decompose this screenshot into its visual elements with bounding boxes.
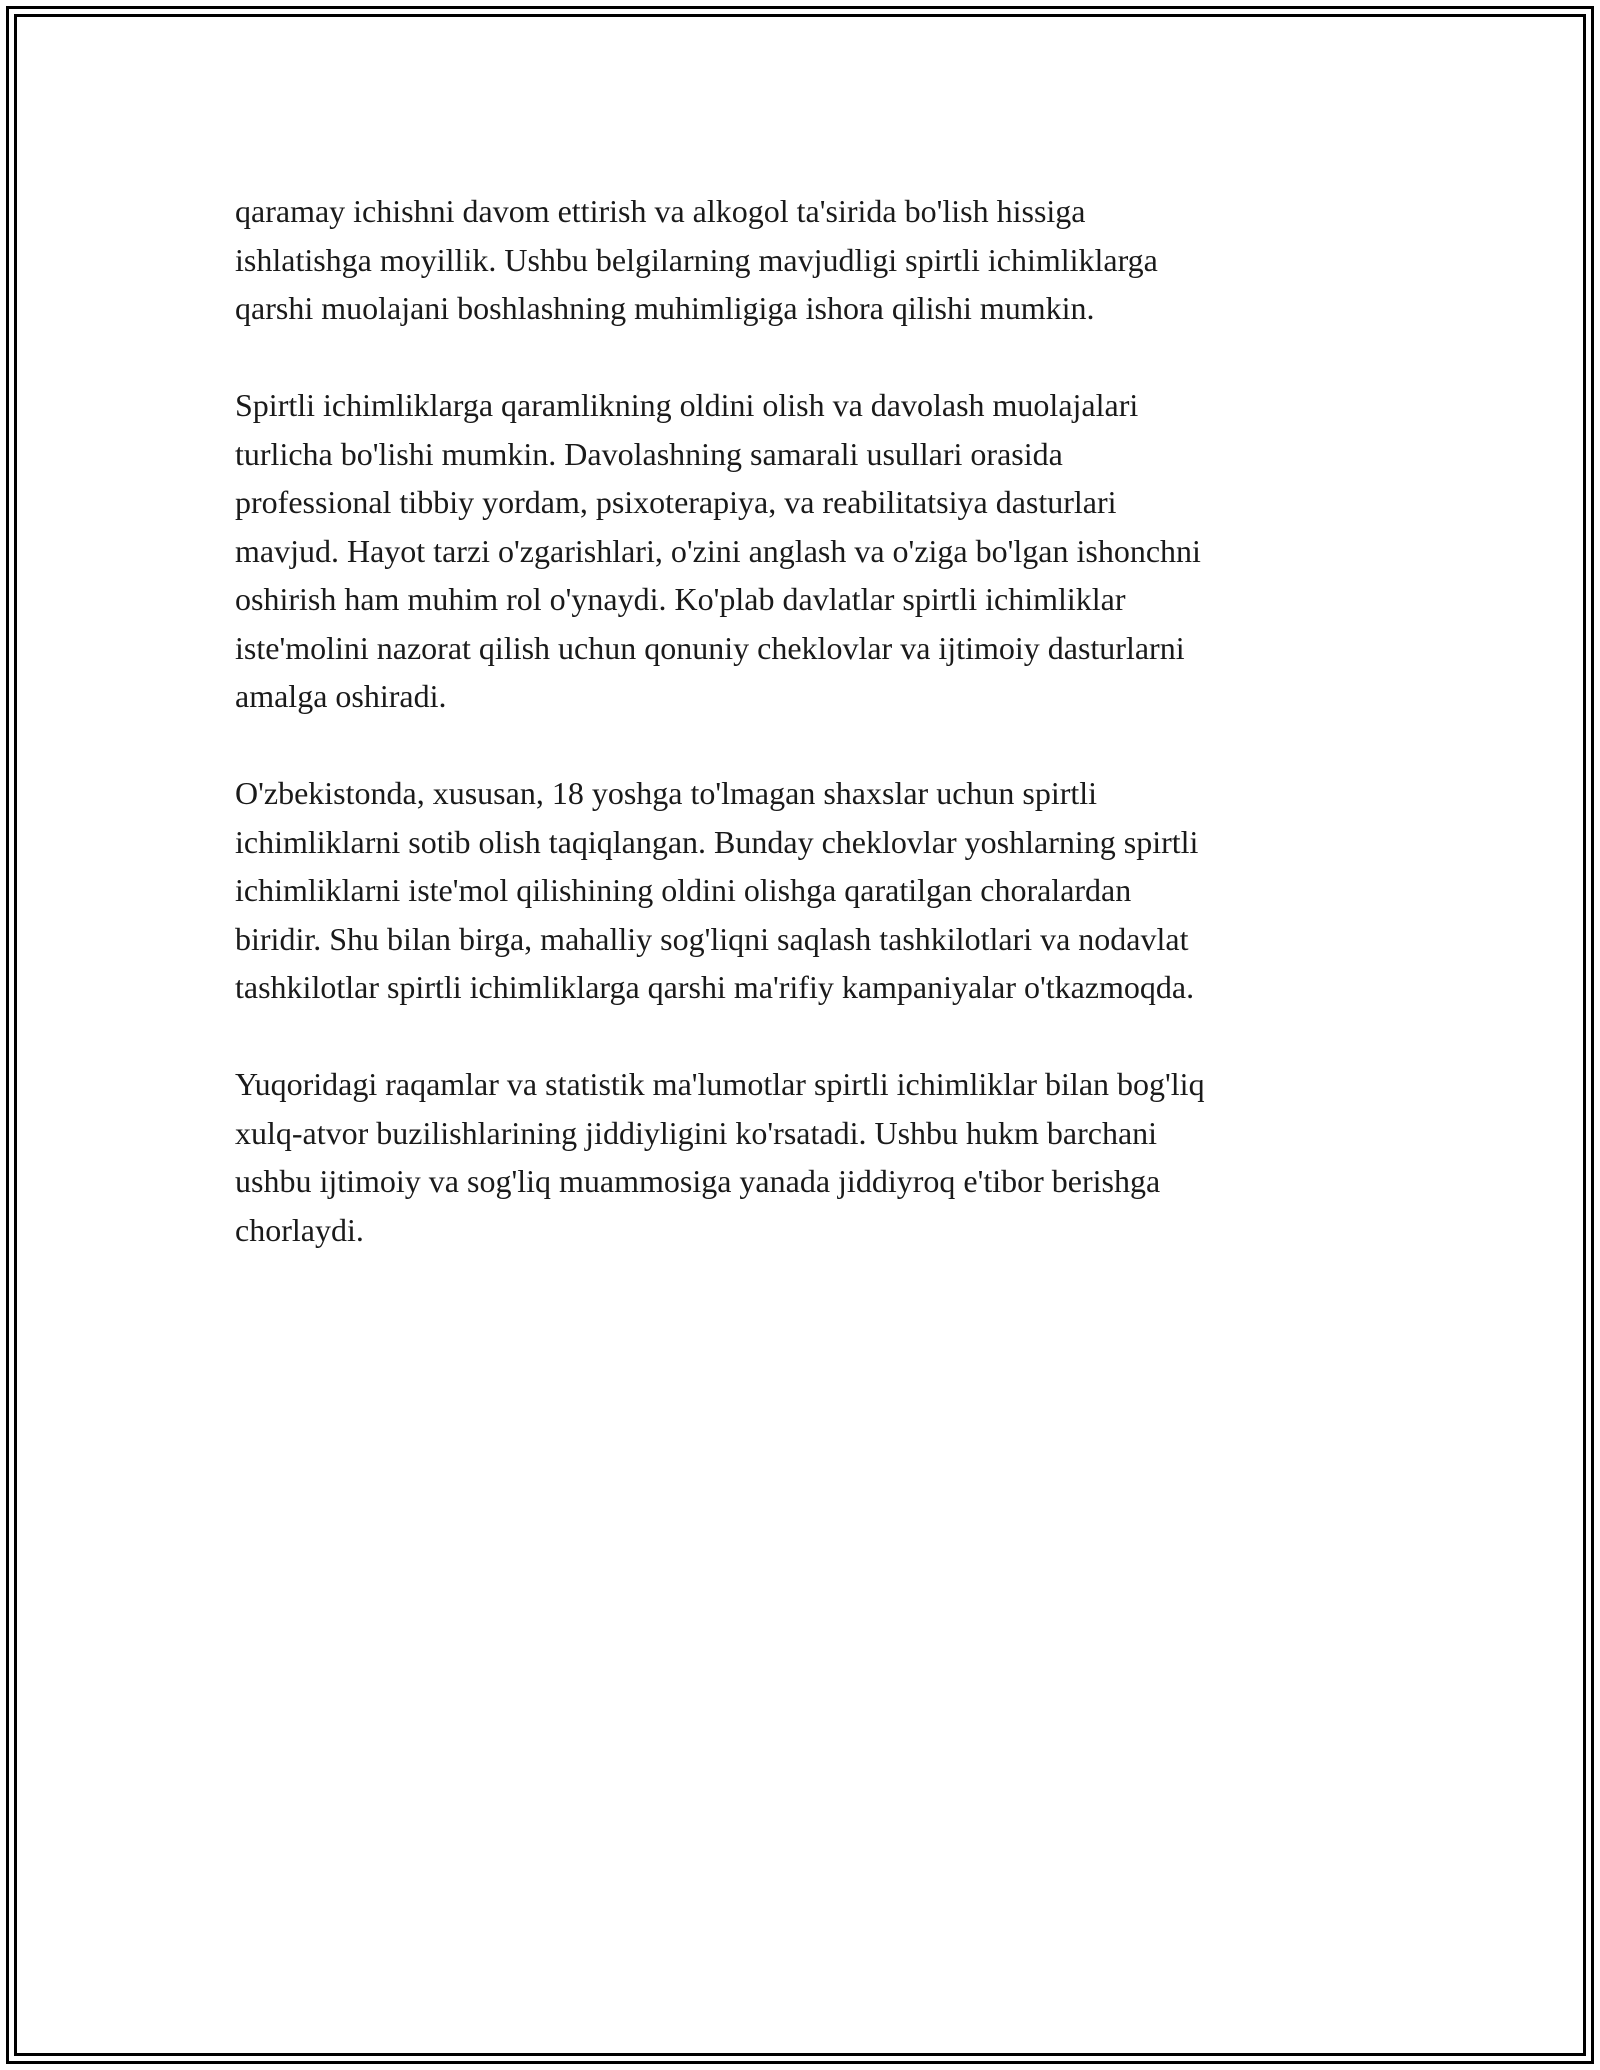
text-line: Spirtli ichimliklarga qaramlikning oldini olish va davolash muolajalari <box>235 387 1139 423</box>
text-line: ichimliklarni sotib olish taqiqlangan. Bunday cheklovlar yoshlarning spirtli <box>235 823 1199 860</box>
text-line: O'zbekistonda, xususan, 18 yoshga to'lmagan shaxslar uchun spirtli <box>235 775 1098 811</box>
text-line: ushbu ijtimoiy va sog'liq muammosiga yanada jiddiyroq e'tibor berishga <box>235 1163 1161 1199</box>
text-line: biridir. Shu bilan birga, mahalliy sog'liqni saqlash tashkilotlari va nodavlat <box>235 920 1189 957</box>
text-line: turlicha bo'lishi mumkin. Davolashning samarali usullari orasida <box>235 435 1063 472</box>
text-line: oshirish ham muhim rol o'ynaydi. Ko'plab davlatlar spirtli ichimliklar <box>235 581 1126 617</box>
text-line: amalga oshiradi. <box>235 678 447 714</box>
text-line: mavjud. Hayot tarzi o'zgarishlari, o'zini anglash va o'ziga bo'lgan ishonchni <box>235 532 1201 569</box>
text-line: Yuqoridagi raqamlar va statistik ma'lumotlar spirtli ichimliklar bilan bog'liq <box>235 1066 1205 1102</box>
paragraph-1 <box>235 187 1365 333</box>
paragraph-3 <box>235 769 1365 1012</box>
text-line: xulq-atvor buzilishlarining jiddiyligini ko'rsatadi. Ushbu hukm barchani <box>235 1114 1158 1151</box>
text-line: chorlaydi. <box>235 1211 364 1248</box>
text-line: tashkilotlar spirtli ichimliklarga qarshi ma'rifiy kampaniyalar o'tkazmoqda. <box>235 969 1195 1005</box>
text-line: ichimliklarni iste'mol qilishining oldini olishga qaratilgan choralardan <box>235 872 1132 908</box>
text-line: professional tibbiy yordam, psixoterapiya, va reabilitatsiya dasturlari <box>235 484 1117 520</box>
text-line: qaramay ichishni davom ettirish va alkogol ta'sirida bo'lish hissiga <box>235 193 1086 229</box>
text-line: ishlatishga moyillik. Ushbu belgilarning mavjudligi spirtli ichimliklarga <box>235 241 1158 278</box>
document-body <box>235 187 1365 1303</box>
text-line: iste'molini nazorat qilish uchun qonuniy cheklovlar va ijtimoiy dasturlarni <box>235 629 1185 666</box>
text-line: qarshi muolajani boshlashning muhimligiga ishora qilishi mumkin. <box>235 290 1095 326</box>
paragraph-4 <box>235 1060 1365 1254</box>
paragraph-2 <box>235 381 1365 721</box>
